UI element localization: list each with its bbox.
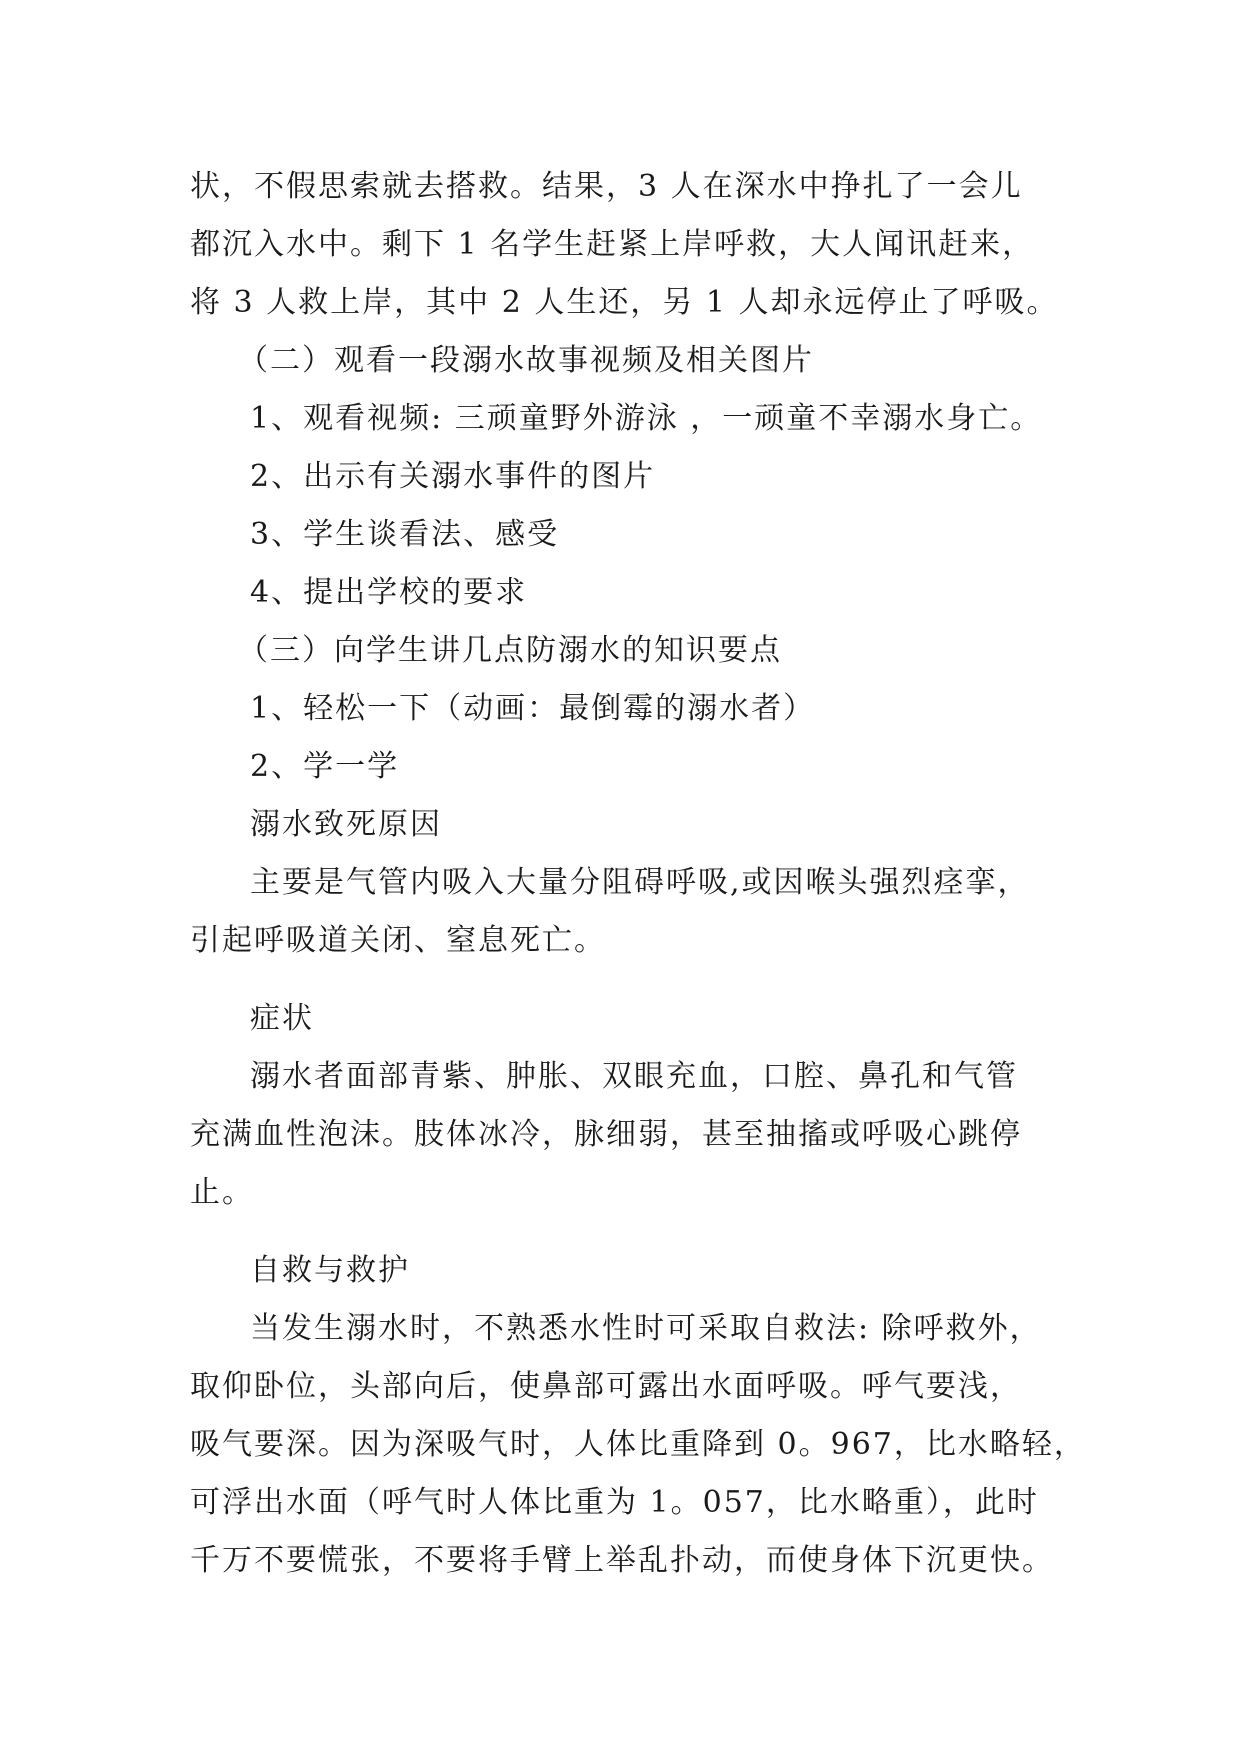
paragraph-line: 都沉入水中。剩下 1 名学生赶紧上岸呼救，大人闻讯赶来， (190, 227, 1035, 262)
list-item: 1、观看视频: 三顽童野外游泳 ，一顽童不幸溺水身亡。 (250, 401, 1043, 436)
list-item: 3、学生谈看法、感受 (250, 517, 560, 552)
paragraph-line: 取仰卧位，头部向后，使鼻部可露出水面呼吸。呼气要浅， (190, 1369, 1022, 1404)
subheading: 自救与救护 (250, 1253, 410, 1288)
document-body (190, 158, 1086, 1590)
paragraph-line: 吸气要深。因为深吸气时，人体比重降到 0。967，比水略轻， (190, 1427, 1086, 1462)
section-heading: （三）向学生讲几点防溺水的知识要点 (238, 633, 782, 668)
section-heading: （二）观看一段溺水故事视频及相关图片 (238, 343, 814, 378)
list-item: 1、轻松一下（动画：最倒霉的溺水者） (250, 691, 816, 726)
paragraph-line: 可浮出水面（呼气时人体比重为 1。057，比水略重），此时 (190, 1485, 1039, 1520)
paragraph-line: 将 3 人救上岸，其中 2 人生还，另 1 人却永远停止了呼吸。 (190, 285, 1059, 320)
paragraph-line: 充满血性泡沫。肢体冰冷，脉细弱，甚至抽搐或呼吸心跳停 (190, 1117, 1022, 1152)
paragraph-line: 止。 (190, 1175, 254, 1210)
subheading: 溺水致死原因 (250, 807, 442, 842)
paragraph-line: 当发生溺水时，不熟悉水性时可采取自救法: 除呼救外， (250, 1311, 1042, 1346)
paragraph-line: 状，不假思索就去搭救。结果，3 人在深水中挣扎了一会儿 (190, 169, 1023, 204)
paragraph-line: 主要是气管内吸入大量分阻碍呼吸,或因喉头强烈痉挛， (250, 865, 1030, 900)
subheading: 症状 (250, 1001, 314, 1036)
list-item: 2、学一学 (250, 749, 400, 784)
list-item: 2、出示有关溺水事件的图片 (250, 459, 656, 494)
paragraph-line: 千万不要慌张，不要将手臂上举乱扑动，而使身体下沉更快。 (190, 1543, 1054, 1578)
paragraph-line: 溺水者面部青紫、肿胀、双眼充血，口腔、鼻孔和气管 (250, 1059, 1018, 1094)
list-item: 4、提出学校的要求 (250, 575, 528, 610)
paragraph-line: 引起呼吸道关闭、窒息死亡。 (190, 923, 606, 958)
